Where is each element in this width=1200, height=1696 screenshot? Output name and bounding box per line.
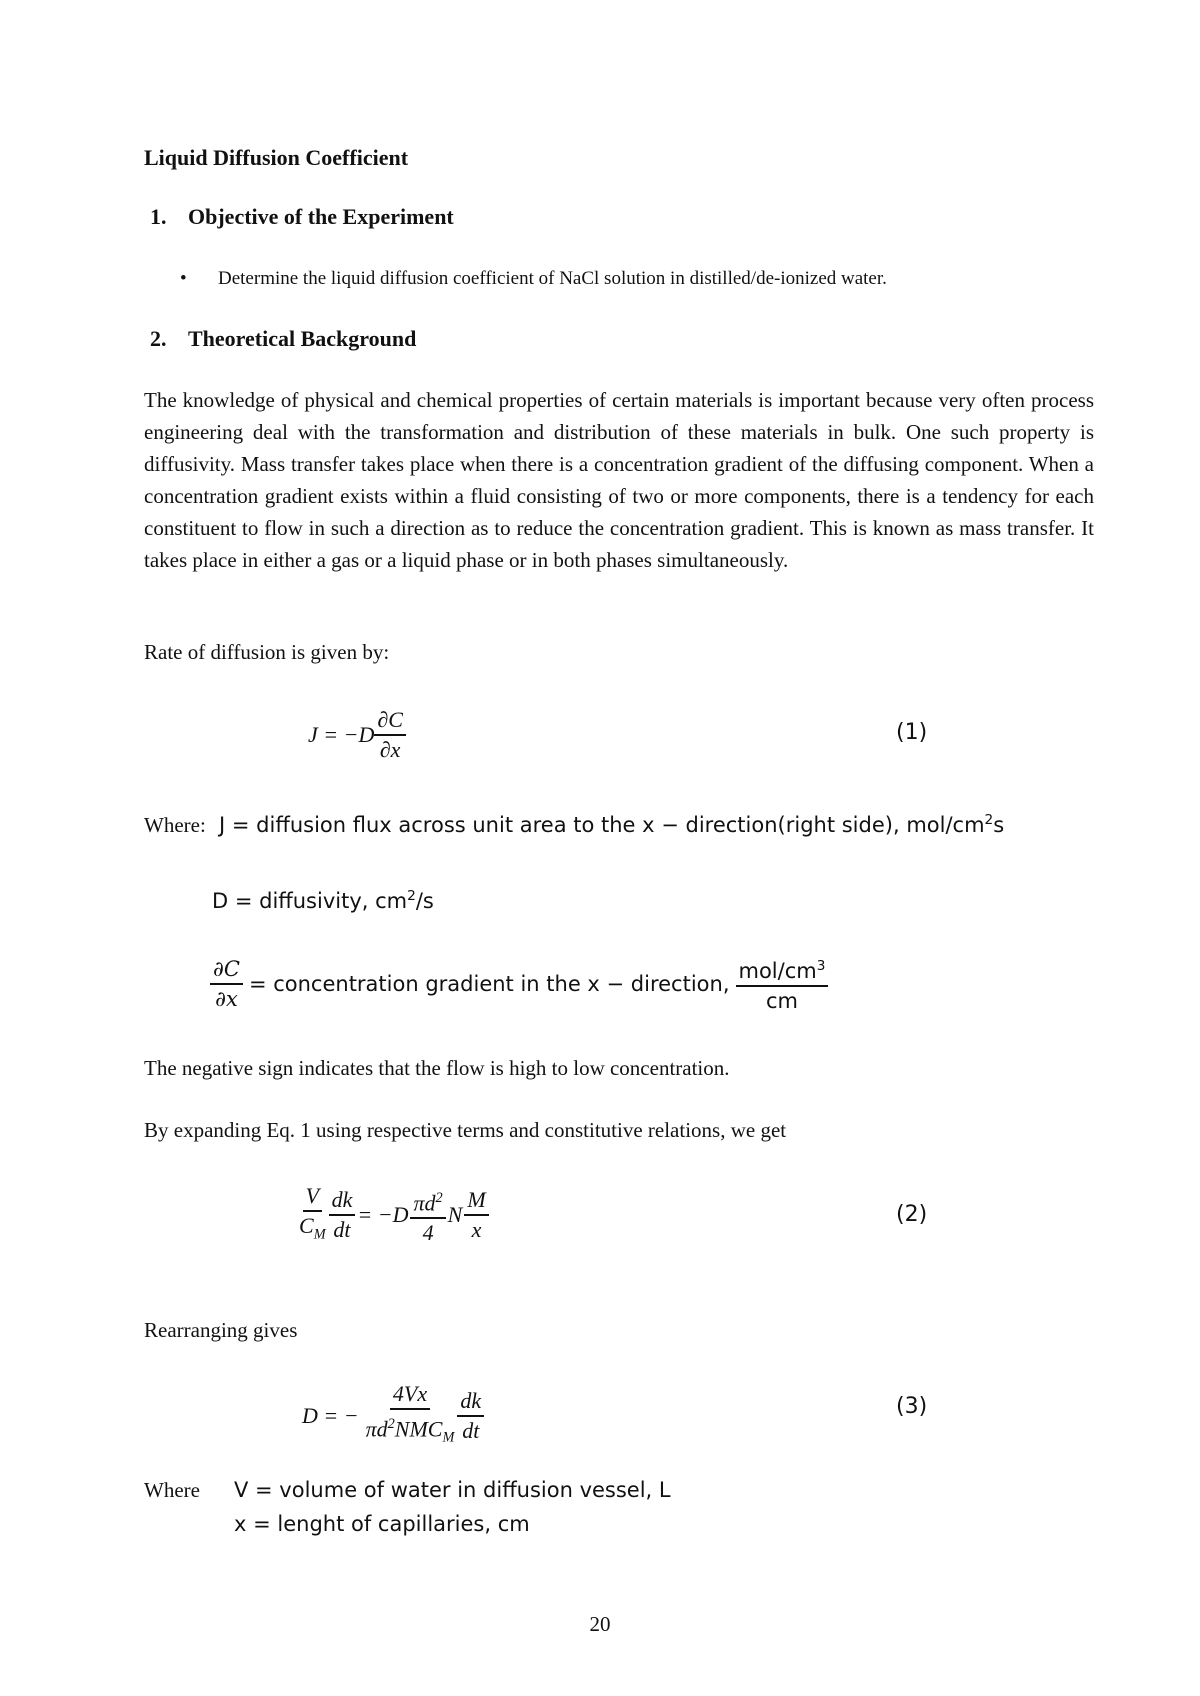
flux-definition-row — [144, 812, 1004, 838]
equation-3-label: (3) — [896, 1394, 928, 1419]
page-number: 20 — [589, 1612, 611, 1636]
section-1-title: Objective of the Experiment — [188, 204, 454, 229]
eq3-f2-denominator: dt — [462, 1417, 480, 1443]
flux-definition — [219, 813, 1004, 837]
diffusivity-tail: /s — [415, 889, 434, 913]
eq2-middle: = −D — [357, 1202, 409, 1228]
section-1-number: 1. — [150, 204, 167, 229]
eq3-f1-den-text: πd — [365, 1416, 388, 1442]
eq2-f3-num-sup: 2 — [435, 1189, 443, 1206]
eq3-f1-denominator — [363, 1410, 458, 1452]
diffusivity-definition — [212, 888, 434, 913]
document-title: Liquid Diffusion Coefficient — [144, 145, 409, 170]
eq2-fraction-4 — [464, 1186, 488, 1244]
eq3-lhs: D = − — [302, 1402, 359, 1428]
eq1-numerator: ∂C — [374, 706, 406, 736]
rate-intro: Rate of diffusion is given by: — [144, 640, 390, 664]
eq2-fraction-3 — [410, 1184, 445, 1247]
section-1-heading — [150, 204, 454, 230]
eq2-f3-denominator: 4 — [422, 1219, 434, 1245]
eq2-f3-num-text: πd — [413, 1189, 436, 1215]
where-label: Where: — [144, 813, 206, 837]
volume-definition: V = volume of water in diffusion vessel, L — [234, 1478, 671, 1502]
diffusivity-exponent: 2 — [407, 888, 416, 904]
gradient-numerator: ∂C — [210, 955, 243, 985]
background-paragraph: The knowledge of physical and chemical properties of certain materials is important because very often process engineering deal with the transformation and distribution of these materials in bulk. One such property is diffusivity. Mass transfer takes place when there is a concentration gradient of the diffusing component. When a concentration gradient exists within a fluid consisting of two or more components, there is a tendency for each constituent to flow in such a direction as to reduce the concentration gradient. This is known as mass transfer. It takes place in either a gas or a liquid phase or in both phases simultaneously. — [144, 388, 1094, 572]
expand-note: By expanding Eq. 1 using respective terms and constitutive relations, we get — [144, 1118, 787, 1142]
eq1-lhs: J = −D — [308, 722, 375, 747]
gradient-fraction — [210, 955, 243, 1013]
gradient-text: = concentration gradient in the x − direction, — [248, 971, 730, 996]
eq3-f1-numerator: 4Vx — [390, 1380, 430, 1410]
eq2-f4-denominator: x — [471, 1217, 482, 1243]
eq2-f1-den-text: C — [299, 1213, 314, 1238]
eq2-fraction-1 — [296, 1182, 329, 1248]
eq2-f1-numerator: V — [303, 1182, 322, 1212]
eq2-f2-numerator: dk — [329, 1186, 356, 1216]
eq2-n: N — [447, 1202, 463, 1228]
gradient-denominator: ∂x — [215, 986, 238, 1011]
diffusivity-text: D = diffusivity, cm — [212, 889, 408, 913]
section-2-number: 2. — [150, 326, 167, 351]
eq3-f2-numerator: dk — [457, 1387, 484, 1417]
gradient-definition — [210, 952, 828, 1015]
gradient-unit-denominator: cm — [765, 989, 798, 1013]
flux-unit-tail: s — [993, 813, 1005, 837]
eq2-f1-den-sub: M — [313, 1226, 326, 1243]
gradient-unit-numerator — [736, 952, 829, 987]
equation-2 — [296, 1182, 489, 1248]
negative-sign-note: The negative sign indicates that the flow is high to low concentration. — [144, 1056, 730, 1080]
flux-definition-text: J = diffusion flux across unit area to the x − direction(right side), mol/cm — [219, 813, 985, 837]
section-2-heading — [150, 326, 416, 352]
eq3-f1-den-sub: M — [442, 1429, 455, 1446]
section-2-title: Theoretical Background — [188, 326, 417, 351]
rearrange-note: Rearranging gives — [144, 1318, 298, 1342]
objective-list-item — [180, 268, 887, 290]
eq1-denominator: ∂x — [379, 737, 401, 762]
equation-1 — [308, 706, 406, 764]
eq3-fraction-2 — [457, 1387, 484, 1445]
gradient-unit-fraction — [736, 952, 829, 1015]
eq1-fraction — [374, 706, 406, 764]
length-definition: x = lenght of capillaries, cm — [234, 1512, 530, 1536]
gradient-unit-num-text: mol/cm — [738, 959, 817, 983]
eq2-f1-denominator — [296, 1212, 329, 1248]
bullet-icon: • — [180, 268, 187, 289]
eq2-fraction-2 — [329, 1186, 356, 1244]
where-label-2: Where — [144, 1478, 200, 1502]
equation-3 — [302, 1380, 484, 1452]
eq2-f2-denominator: dt — [333, 1217, 351, 1243]
equation-1-label: (1) — [896, 720, 928, 745]
eq2-f4-numerator: M — [464, 1186, 488, 1216]
flux-unit-exponent: 2 — [984, 812, 994, 828]
gradient-unit-exponent: 3 — [816, 958, 826, 974]
eq3-fraction-1 — [363, 1380, 458, 1452]
equation-2-label: (2) — [896, 1202, 928, 1227]
eq2-f3-numerator — [410, 1184, 445, 1219]
objective-text: Determine the liquid diffusion coefficient of NaCl solution in distilled/de-ionized water. — [218, 268, 887, 289]
eq3-f1-den-tail: NMC — [394, 1416, 443, 1442]
eq3-f1-den-sup: 2 — [387, 1416, 395, 1432]
